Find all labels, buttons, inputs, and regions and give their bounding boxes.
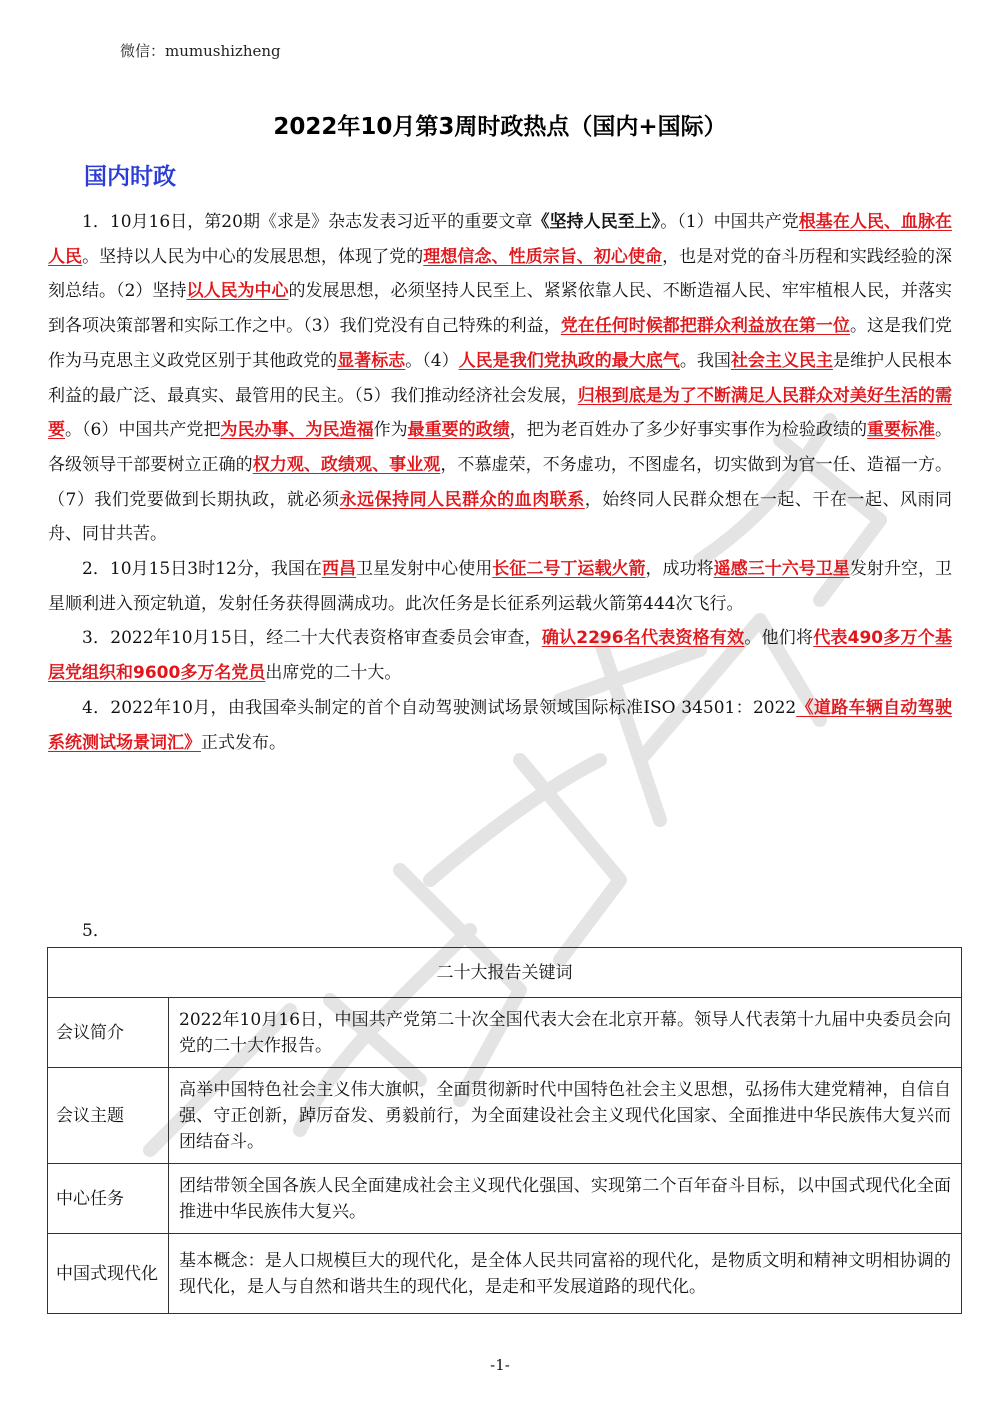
highlight-text: 遥感三十六号卫星 <box>713 559 850 580</box>
body-text: 。我国 <box>679 350 731 371</box>
bold-text: 《坚持人民至上》 <box>532 212 661 232</box>
highlight-text: 《道路车辆自动驾驶系统测试场景词汇》 <box>48 697 953 753</box>
table-row <box>48 1068 962 1164</box>
body-text: 的发展思想，必须坚持人民至上、紧紧依靠人民、不断造福人民、牢牢植根人民，并落实到各项决策部署和实际工作之中。（3）我们党没有自己特殊的利益， <box>48 281 952 337</box>
highlight-text: 重要标准 <box>866 420 936 441</box>
highlight-text: 永远保持同人民群众的血肉联系 <box>339 489 585 510</box>
item-5-label: 5． <box>82 921 110 941</box>
row-label: 中心任务 <box>48 1164 169 1234</box>
highlight-text: 以人民为中心 <box>186 281 289 302</box>
body-text: 是维护人民根本利益的最广泛、最真实、最管用的民主。（5）我们推动经济社会发展， <box>48 350 953 406</box>
highlight-text: 显著标志 <box>337 350 406 371</box>
page-title: 2022年10月第3周时政热点（国内+国际） <box>273 114 727 140</box>
row-label: 中国式现代化 <box>48 1234 169 1314</box>
body-text: 。他们将 <box>744 628 814 649</box>
page-number: -1- <box>490 1356 510 1374</box>
highlight-text: 长征二号丁运载火箭 <box>492 559 646 580</box>
body-text: 出席党的二十大。 <box>265 663 402 684</box>
highlight-text: 理想信念、性质宗旨、初心使命 <box>423 246 663 267</box>
highlight-text: 根基在人民、血脉在人民 <box>48 212 952 267</box>
table-caption: 二十大报告关键词 <box>48 948 962 998</box>
highlight-text: 确认2296名代表资格有效 <box>541 628 745 649</box>
body-text: 。（6）中国共产党把 <box>65 420 221 441</box>
row-label: 会议简介 <box>48 998 169 1068</box>
body-text: 1．10月16日，第20期《求是》杂志发表习近平的重要文章 <box>82 212 533 232</box>
body-text: 4．2022年10月，由我国牵头制定的首个自动驾驶测试场景领域国际标准ISO 34501：2022 <box>82 697 797 718</box>
news-item <box>48 621 952 690</box>
highlight-text: 代表490多万个基层党组织和9600多万名党员 <box>48 628 952 684</box>
body-text: 卫星发射中心使用 <box>356 559 493 580</box>
body-text: 发射升空，卫星顺利进入预定轨道，发射任务获得圆满成功。此次任务是长征系列运载火箭第444次飞行。 <box>48 559 953 614</box>
keywords-table <box>47 947 962 1314</box>
row-label: 会议主题 <box>48 1068 169 1164</box>
news-body <box>48 205 952 760</box>
highlight-text: 权力观、政绩观、事业观 <box>252 454 441 475</box>
highlight-text: 人民是我们党执政的最大底气 <box>458 350 680 371</box>
row-text: 高举中国特色社会主义伟大旗帜，全面贯彻新时代中国特色社会主义思想，弘扬伟大建党精神，自信自强、守正创新，踔厉奋发、勇毅前行，为全面建设社会主义现代化国家、全面推进中华民族伟大复兴而团结奋斗。 <box>169 1068 962 1164</box>
body-text: 作为 <box>373 420 408 441</box>
body-text: 3．2022年10月15日，经二十大代表资格审查委员会审查， <box>82 628 542 649</box>
highlight-text: 归根到底是为了不断满足人民群众对美好生活的需要 <box>48 385 952 441</box>
row-text: 2022年10月16日，中国共产党第二十次全国代表大会在北京开幕。领导人代表第十九届中央委员会向党的二十大作报告。 <box>169 998 962 1068</box>
highlight-text: 西昌 <box>321 559 357 580</box>
news-item <box>48 691 952 760</box>
table-row <box>48 1164 962 1234</box>
body-text: ，始终同人民群众想在一起、干在一起、风雨同舟、同甘共苦。 <box>48 489 952 545</box>
body-text: 。各级领导干部要树立正确的 <box>48 420 953 475</box>
table-row <box>48 1234 962 1314</box>
highlight-text: 为民办事、为民造福 <box>220 420 374 441</box>
row-text: 团结带领全国各族人民全面建成社会主义现代化强国、实现第二个百年奋斗目标，以中国式现代化全面推进中华民族伟大复兴。 <box>169 1164 962 1234</box>
body-text: 2．10月15日3时12分，我国在 <box>82 559 322 580</box>
highlight-text: 社会主义民主 <box>730 350 833 371</box>
wechat-id: 微信：mumushizheng <box>120 42 281 60</box>
news-item <box>48 205 952 552</box>
body-text: 。这是我们党作为马克思主义政党区别于其他政党的 <box>48 316 953 371</box>
highlight-text: 最重要的政绩 <box>407 420 510 441</box>
body-text: 。（4） <box>405 350 459 371</box>
body-text: ，把为老百姓办了多少好事实事作为检验政绩的 <box>509 420 867 441</box>
body-text: 正式发布。 <box>201 732 286 753</box>
highlight-text: 党在任何时候都把群众利益放在第一位 <box>560 316 850 337</box>
row-text: 基本概念：是人口规模巨大的现代化，是全体人民共同富裕的现代化，是物质文明和精神文明相协调的现代化，是人与自然和谐共生的现代化，是走和平发展道路的现代化。 <box>169 1234 962 1314</box>
table-row <box>48 998 962 1068</box>
body-text: 。坚持以人民为中心的发展思想，体现了党的 <box>82 246 424 267</box>
news-item <box>48 552 952 621</box>
body-text: ，也是对党的奋斗历程和实践经验的深刻总结。（2）坚持 <box>48 246 953 302</box>
body-text: ，不慕虚荣，不务虚功，不图虚名，切实做到为官一任、造福一方。（7）我们党要做到长期执政，就必须 <box>48 454 953 510</box>
section-heading-domestic: 国内时政 <box>84 164 176 190</box>
body-text: 。（1）中国共产党 <box>660 212 799 232</box>
body-text: ，成功将 <box>645 559 714 580</box>
